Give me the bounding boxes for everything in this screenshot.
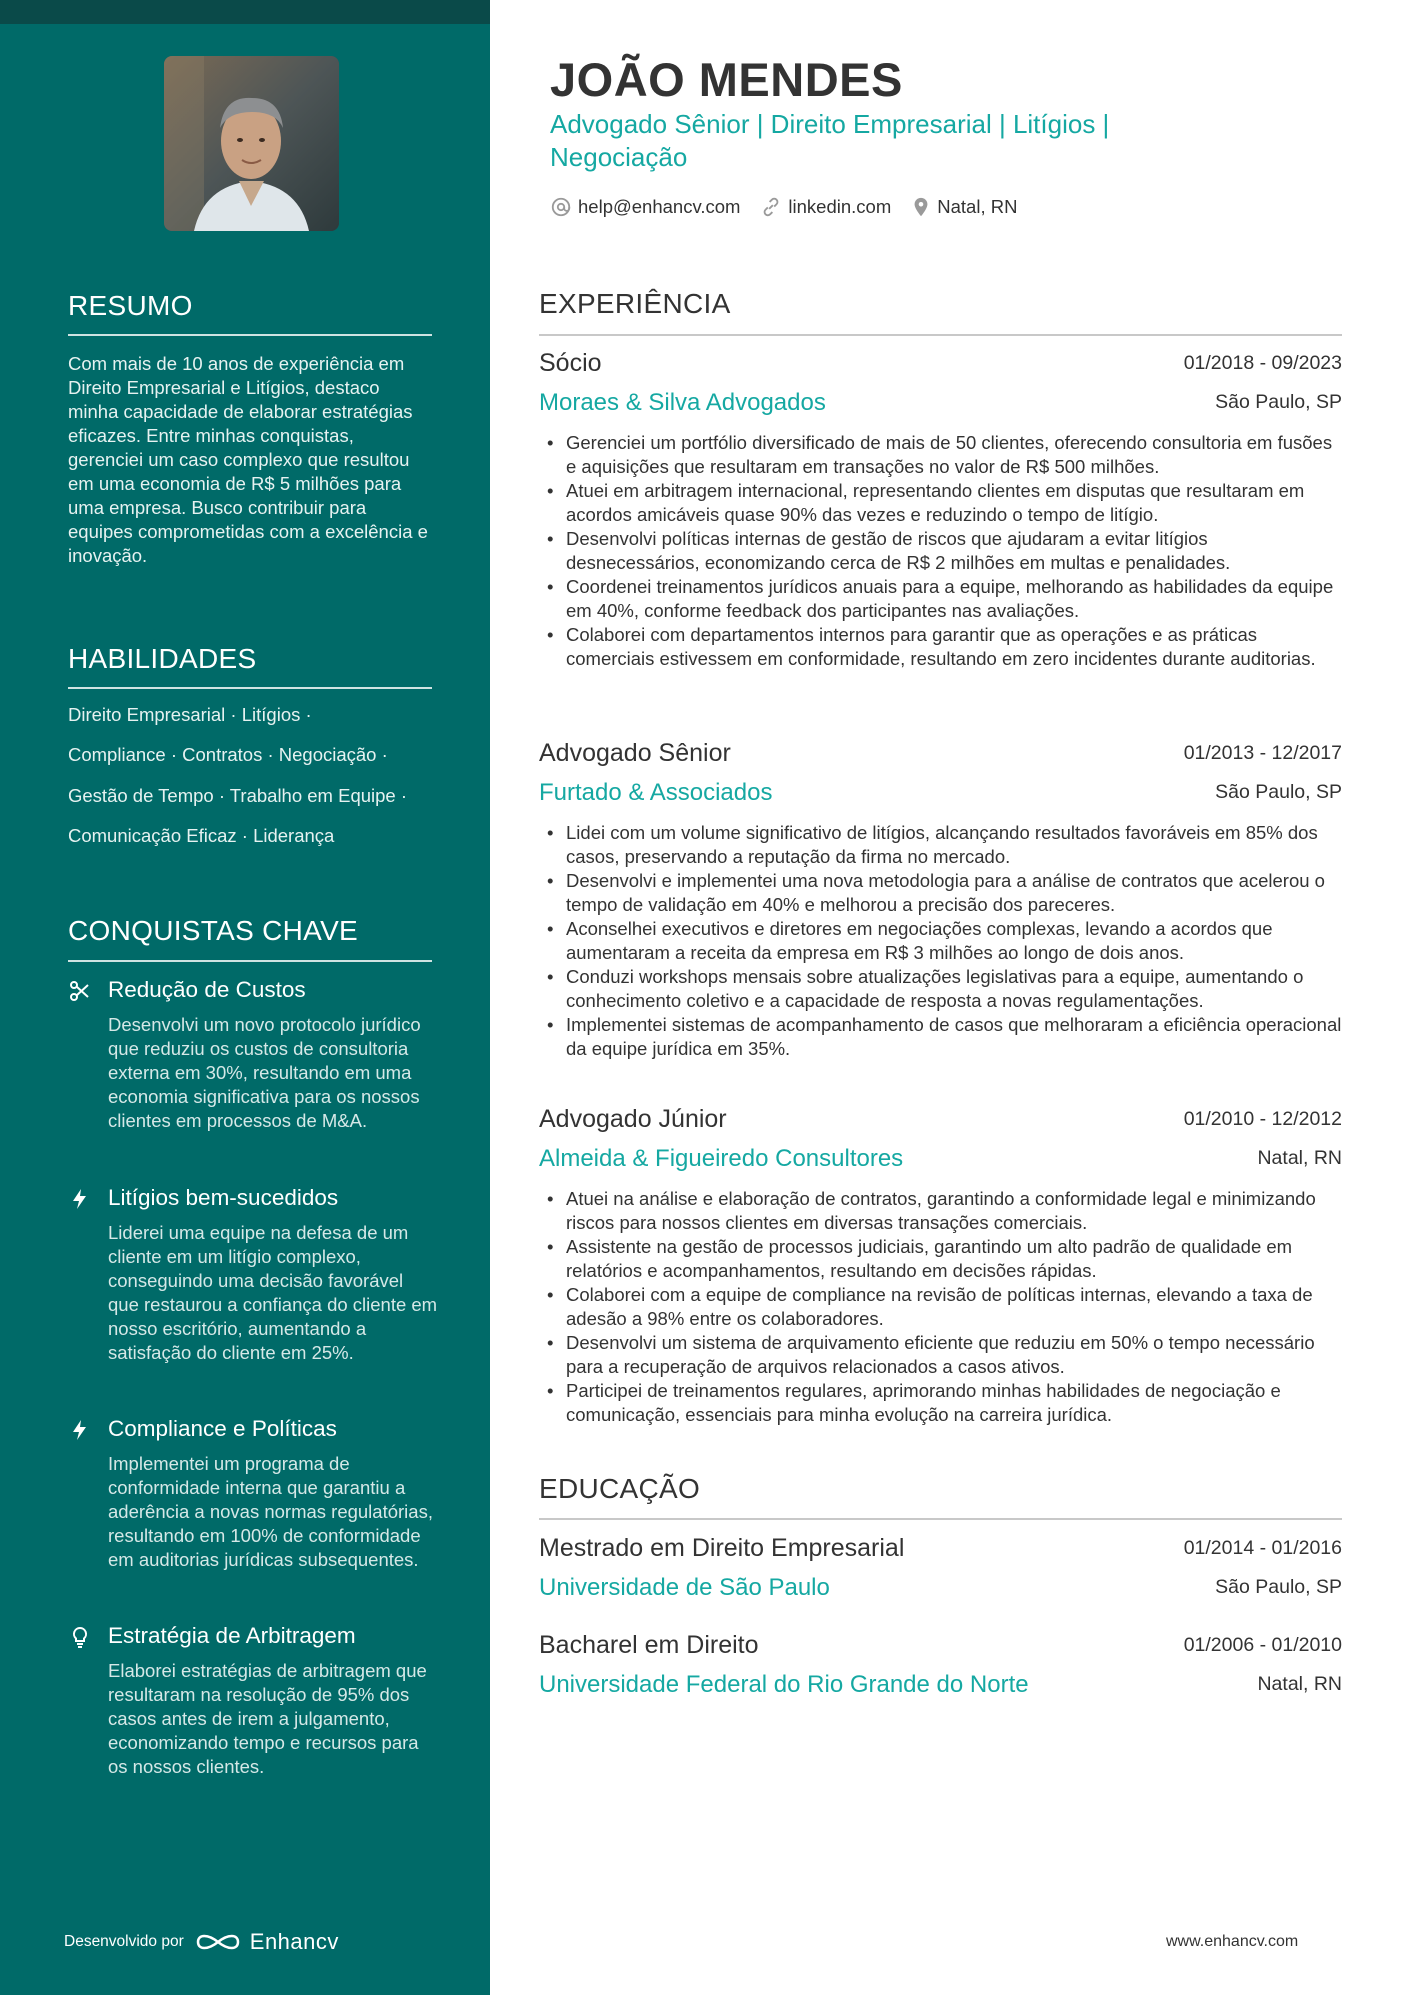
job-title: Advogado Sênior — [539, 739, 731, 767]
sidebar — [0, 0, 490, 1995]
enhancv-brand: Enhancv — [249, 1929, 339, 1954]
education-dates: 01/2006 - 01/2010 — [1183, 1634, 1342, 1656]
achievement-description: Implementei um programa de conformidade interna que garantiu a aderência a novas normas regulatórias, resultando em 100% de conformidade em auditorias jurídicas subsequentes. — [108, 1453, 433, 1570]
job-bullets — [539, 1187, 1342, 1427]
location-pin-icon — [911, 196, 931, 218]
degree-title: Mestrado em Direito Empresarial — [539, 1534, 905, 1562]
achievement-description: Elaborei estratégias de arbitragem que resultaram na resolução de 95% dos casos antes de irem a julgamento, economizando tempo e recursos para os nossos clientes. — [108, 1660, 427, 1777]
scissors-icon — [68, 979, 92, 1003]
experience-entry — [539, 1105, 1342, 1435]
link-icon — [760, 196, 782, 218]
education-location: Natal, RN — [1257, 1673, 1342, 1695]
job-bullet: • Participei de treinamentos regulares, aprimorando minhas habilidades de negociação e comunicação, essenciais para minha evolução na carreira jurídica. — [539, 1379, 1342, 1427]
skill-line: Comunicação Eficaz · Liderança — [68, 825, 335, 846]
job-bullets — [539, 431, 1342, 671]
skill-line: Compliance · Contratos · Negociação · — [68, 744, 388, 765]
job-bullet: • Atuei em arbitragem internacional, representando clientes em disputas que resultaram em acordos amicáveis quase 90% das vezes e reduzindo o tempo de litígio. — [539, 479, 1342, 527]
achievement-title: Redução de Custos — [108, 977, 306, 1002]
at-icon — [550, 196, 572, 218]
achievement-description: Liderei uma equipe na defesa de um cliente em um litígio complexo, conseguindo uma decisão favorável que restaurou a confiança do cliente em nosso escritório, aumentando a satisfação do cliente em 25%. — [108, 1222, 438, 1363]
achievement-title: Litígios bem-sucedidos — [108, 1185, 339, 1210]
job-dates: 01/2018 - 09/2023 — [1183, 352, 1342, 374]
education-entry — [539, 1534, 1342, 1614]
skills-divider — [68, 687, 432, 689]
summary-divider — [68, 334, 432, 336]
summary-heading: RESUMO — [68, 290, 193, 321]
degree-title: Bacharel em Direito — [539, 1631, 759, 1659]
job-bullet: • Coordenei treinamentos jurídicos anuais para a equipe, melhorando as habilidades da equipe em 40%, conforme feedback dos participantes nas avaliações. — [539, 575, 1342, 623]
job-location: São Paulo, SP — [1215, 781, 1342, 803]
enhancv-logo-icon — [194, 1930, 242, 1954]
school-name: Universidade de São Paulo — [539, 1574, 830, 1601]
job-location: São Paulo, SP — [1215, 391, 1342, 413]
sidebar-footer — [64, 1926, 339, 1958]
candidate-name: JOÃO MENDES — [550, 53, 903, 106]
achievement-description: Desenvolvi um novo protocolo jurídico que reduziu os custos de consultoria externa em 30%, resultando em uma economia significativa para os nossos clientes em processos de M&A. — [108, 1014, 421, 1131]
candidate-headline: Advogado Sênior | Direito Empresarial | Litígios | Negociação — [550, 109, 1110, 172]
experience-entry — [539, 739, 1342, 1079]
job-title: Advogado Júnior — [539, 1105, 727, 1133]
location-text: Natal, RN — [937, 196, 1018, 217]
education-location: São Paulo, SP — [1215, 1576, 1342, 1598]
profile-photo — [164, 56, 339, 231]
education-divider — [539, 1518, 1342, 1520]
contact-email[interactable] — [550, 196, 740, 218]
contact-row — [550, 194, 1037, 220]
job-bullet: • Gerenciei um portfólio diversificado de mais de 50 clientes, oferecendo consultoria em fusões e aquisições que resultaram em transações no valor de R$ 500 milhões. — [539, 431, 1342, 479]
achievements-divider — [68, 960, 432, 962]
linkedin-text: linkedin.com — [788, 196, 892, 217]
skills-heading: HABILIDADES — [68, 643, 257, 674]
email-text: help@enhancv.com — [578, 196, 741, 217]
job-bullet: • Colaborei com a equipe de compliance na revisão de políticas internas, elevando a taxa de adesão a 98% entre os colaboradores. — [539, 1283, 1342, 1331]
skill-line: Gestão de Tempo · Trabalho em Equipe · — [68, 785, 408, 806]
summary-text: Com mais de 10 anos de experiência em Direito Empresarial e Litígios, destaco minha capacidade de elaborar estratégias eficazes. Entre minhas conquistas, gerenciei um caso complexo que resultou em uma economia de R$ 5 milhões para uma empresa. Busco contribuir para equipes comprometidas com a excelência e inovação. — [68, 353, 428, 566]
achievements-heading: CONQUISTAS CHAVE — [68, 915, 359, 946]
job-bullet: • Implementei sistemas de acompanhamento de casos que melhoraram a eficiência operacional da equipe jurídica em 35%. — [539, 1013, 1342, 1061]
job-bullet: • Colaborei com departamentos internos para garantir que as operações e as práticas comerciais estivessem em conformidade, resultando em zero incidentes durante auditorias. — [539, 623, 1342, 671]
job-bullet: • Conduzi workshops mensais sobre atualizações legislativas para a equipe, aumentando o conhecimento coletivo e a capacidade de resposta a novas regulamentações. — [539, 965, 1342, 1013]
job-bullets — [539, 821, 1342, 1061]
job-bullet: • Desenvolvi um sistema de arquivamento eficiente que reduziu em 50% o tempo necessário para a recuperação de arquivos relacionados a casos ativos. — [539, 1331, 1342, 1379]
job-dates: 01/2013 - 12/2017 — [1183, 742, 1342, 764]
sidebar-top-band — [0, 0, 490, 24]
job-bullet: • Aconselhei executivos e diretores em negociações complexas, levando a acordos que aumentaram a receita da empresa em R$ 3 milhões ao longo de dois anos. — [539, 917, 1342, 965]
contact-linkedin[interactable] — [760, 196, 891, 218]
job-company: Furtado & Associados — [539, 779, 773, 806]
lightning-icon — [68, 1187, 92, 1211]
education-heading: EDUCAÇÃO — [539, 1473, 701, 1504]
experience-divider — [539, 334, 1342, 336]
job-bullet: • Desenvolvi e implementei uma nova metodologia para a análise de contratos que acelerou o tempo de validação em 40% e melhorou a precisão dos pareceres. — [539, 869, 1342, 917]
website-link[interactable]: www.enhancv.com — [1166, 1933, 1299, 1950]
education-dates: 01/2014 - 01/2016 — [1183, 1537, 1342, 1559]
school-name: Universidade Federal do Rio Grande do Norte — [539, 1671, 1029, 1698]
skill-line: Direito Empresarial · Litígios · — [68, 704, 312, 725]
job-bullet: • Desenvolvi políticas internas de gestão de riscos que ajudaram a evitar litígios desnecessários, economizando cerca de R$ 2 milhões em multas e penalidades. — [539, 527, 1342, 575]
achievement-title: Compliance e Políticas — [108, 1416, 337, 1441]
contact-location — [911, 196, 1017, 218]
job-dates: 01/2010 - 12/2012 — [1183, 1108, 1342, 1130]
job-bullet: • Assistente na gestão de processos judiciais, garantindo um alto padrão de qualidade em relatórios e acompanhamentos, resultando em decisões rápidas. — [539, 1235, 1342, 1283]
developed-by-label: Desenvolvido por — [64, 1933, 184, 1950]
experience-heading: EXPERIÊNCIA — [539, 288, 731, 319]
lightning-icon — [68, 1418, 92, 1442]
education-entry — [539, 1631, 1342, 1711]
job-bullet: • Lidei com um volume significativo de litígios, alcançando resultados favoráveis em 85% dos casos, preservando a reputação da firma no mercado. — [539, 821, 1342, 869]
job-company: Moraes & Silva Advogados — [539, 389, 826, 416]
job-bullet: • Atuei na análise e elaboração de contratos, garantindo a conformidade legal e minimizando riscos para nossos clientes em diversas transações comerciais. — [539, 1187, 1342, 1235]
lightbulb-icon — [68, 1625, 92, 1649]
achievement-title: Estratégia de Arbitragem — [108, 1623, 356, 1648]
job-location: Natal, RN — [1257, 1147, 1342, 1169]
job-title: Sócio — [539, 349, 602, 377]
experience-entry — [539, 349, 1342, 719]
job-company: Almeida & Figueiredo Consultores — [539, 1145, 904, 1172]
